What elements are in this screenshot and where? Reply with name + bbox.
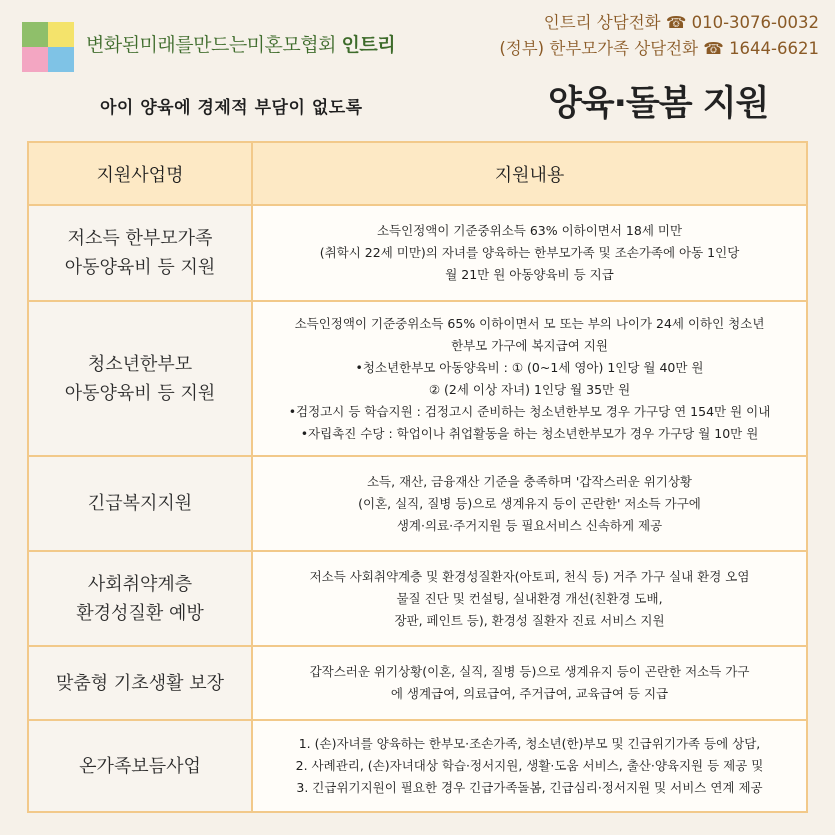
table-row — [28, 646, 807, 720]
logo-cell — [48, 47, 74, 72]
support-content-line: 3. 긴급위기지원이 필요한 경우 긴급가족돌봄, 긴급심리·정서지원 및 서비스 연계 제공 — [296, 780, 763, 795]
logo-cell — [48, 22, 74, 47]
logo-cell — [22, 47, 48, 72]
program-name-line: 저소득 한부모가족 — [67, 228, 213, 249]
support-content-line: 소득, 재산, 금융재산 기준을 충족하며 '갑작스러운 위기상황 — [366, 473, 693, 489]
header-program-name: 지원사업명 — [28, 142, 252, 205]
table-row — [28, 720, 807, 812]
logo — [22, 22, 74, 72]
support-content-line: 2. 사례관리, (손)자녀대상 학습·정서지원, 생활·도움 서비스, 출산·양육지원 등 제공 및 — [295, 758, 764, 773]
program-name-cell — [28, 301, 252, 456]
support-content-cell — [252, 205, 807, 301]
support-table — [27, 141, 808, 813]
support-content-cell — [252, 301, 807, 456]
org-name-bold: 인트리 — [341, 34, 396, 56]
support-content-line: 장판, 페인트 등), 환경성 질환자 진료 서비스 지원 — [394, 612, 665, 628]
program-name-line: 사회취약계층 — [87, 573, 193, 595]
support-content-cell — [252, 720, 807, 812]
support-content-cell — [252, 456, 807, 551]
program-name-cell — [28, 456, 252, 551]
program-name-line: 맞춤형 기초생활 보장 — [56, 672, 224, 694]
support-content-line: (취학시 22세 미만)의 자녀를 양육하는 한부모가족 및 조손가족에 아동 1인당 — [319, 245, 740, 260]
support-content-line: 생계·의료·주거지원 등 필요서비스 신속하게 제공 — [396, 517, 663, 533]
support-content-cell — [252, 551, 807, 646]
support-content-line: 소득인정액이 기준중위소득 63% 이하이면서 18세 미만 — [376, 223, 683, 238]
program-name-cell — [28, 551, 252, 646]
table-row — [28, 456, 807, 551]
table-header-row — [28, 142, 807, 205]
support-content-line: 에 생계급여, 의료급여, 주거급여, 교육급여 등 지급 — [390, 686, 669, 701]
program-name-line: 긴급복지지원 — [87, 493, 193, 514]
header-support-content: 지원내용 — [252, 142, 807, 205]
org-name — [86, 30, 395, 57]
program-name-line: 아동양육비 등 지원 — [64, 257, 216, 278]
support-content-line: 갑작스러운 위기상황(이혼, 실직, 질병 등)으로 생계유지 등이 곤란한 저소득 가구 — [309, 664, 750, 679]
support-content-line: •청소년한부모 아동양육비 : ① (0~1세 영아) 1인당 월 40만 원 — [355, 359, 704, 375]
support-content-line: 저소득 사회취약계층 및 환경성질환자(아토피, 천식 등) 거주 가구 실내 환경 오염 — [309, 568, 750, 584]
contact-line-government: (정부) 한부모가족 상담전화 ☎ 1644-6621 — [499, 39, 819, 58]
support-content-line: 1. (손)자녀를 양육하는 한부모·조손가족, 청소년(한)부모 및 긴급위기가족 등에 상담, — [298, 736, 761, 751]
table-row — [28, 301, 807, 456]
page-title: 양육·돌봄 지원 — [548, 84, 769, 124]
support-content-line: 월 21만 원 아동양육비 등 지급 — [445, 267, 614, 282]
program-name-cell — [28, 646, 252, 720]
table-row — [28, 551, 807, 646]
program-name-line: 청소년한부모 — [87, 353, 193, 375]
support-content-line: 한부모 가구에 복지급여 지원 — [451, 337, 608, 353]
support-content-line: ② (2세 이상 자녀) 1인당 월 35만 원 — [428, 381, 631, 397]
program-name-line: 아동양육비 등 지원 — [64, 382, 216, 404]
support-content-line: •검정고시 등 학습지원 : 검정고시 준비하는 청소년한부모 경우 가구당 연 154만 원 이내 — [288, 403, 771, 419]
support-content-cell — [252, 646, 807, 720]
support-content-line: 소득인정액이 기준중위소득 65% 이하이면서 모 또는 부의 나이가 24세 이하인 청소년 — [294, 315, 765, 331]
support-content-line: 물질 진단 및 컨설팅, 실내환경 개선(친환경 도배, — [396, 590, 663, 606]
program-name-cell — [28, 205, 252, 301]
contact-line-intree: 인트리 상담전화 ☎ 010-3076-0032 — [543, 13, 819, 32]
program-name-line: 온가족보듬사업 — [79, 755, 201, 777]
org-name-prefix: 변화된미래를만드는미혼모협회 — [86, 34, 336, 56]
support-content-line: (이혼, 실직, 질병 등)으로 생계유지 등이 곤란한' 저소득 가구에 — [358, 495, 701, 511]
contact-info — [499, 10, 819, 62]
logo-cell — [22, 22, 48, 47]
program-name-line: 환경성질환 예방 — [76, 602, 204, 624]
program-name-cell — [28, 720, 252, 812]
table-row — [28, 205, 807, 301]
support-content-line: •자립촉진 수당 : 학업이나 취업활동을 하는 청소년한부모가 경우 가구당 월 10만 원 — [300, 425, 759, 441]
table-body — [28, 205, 807, 812]
slogan: 아이 양육에 경제적 부담이 없도록 — [100, 98, 363, 118]
